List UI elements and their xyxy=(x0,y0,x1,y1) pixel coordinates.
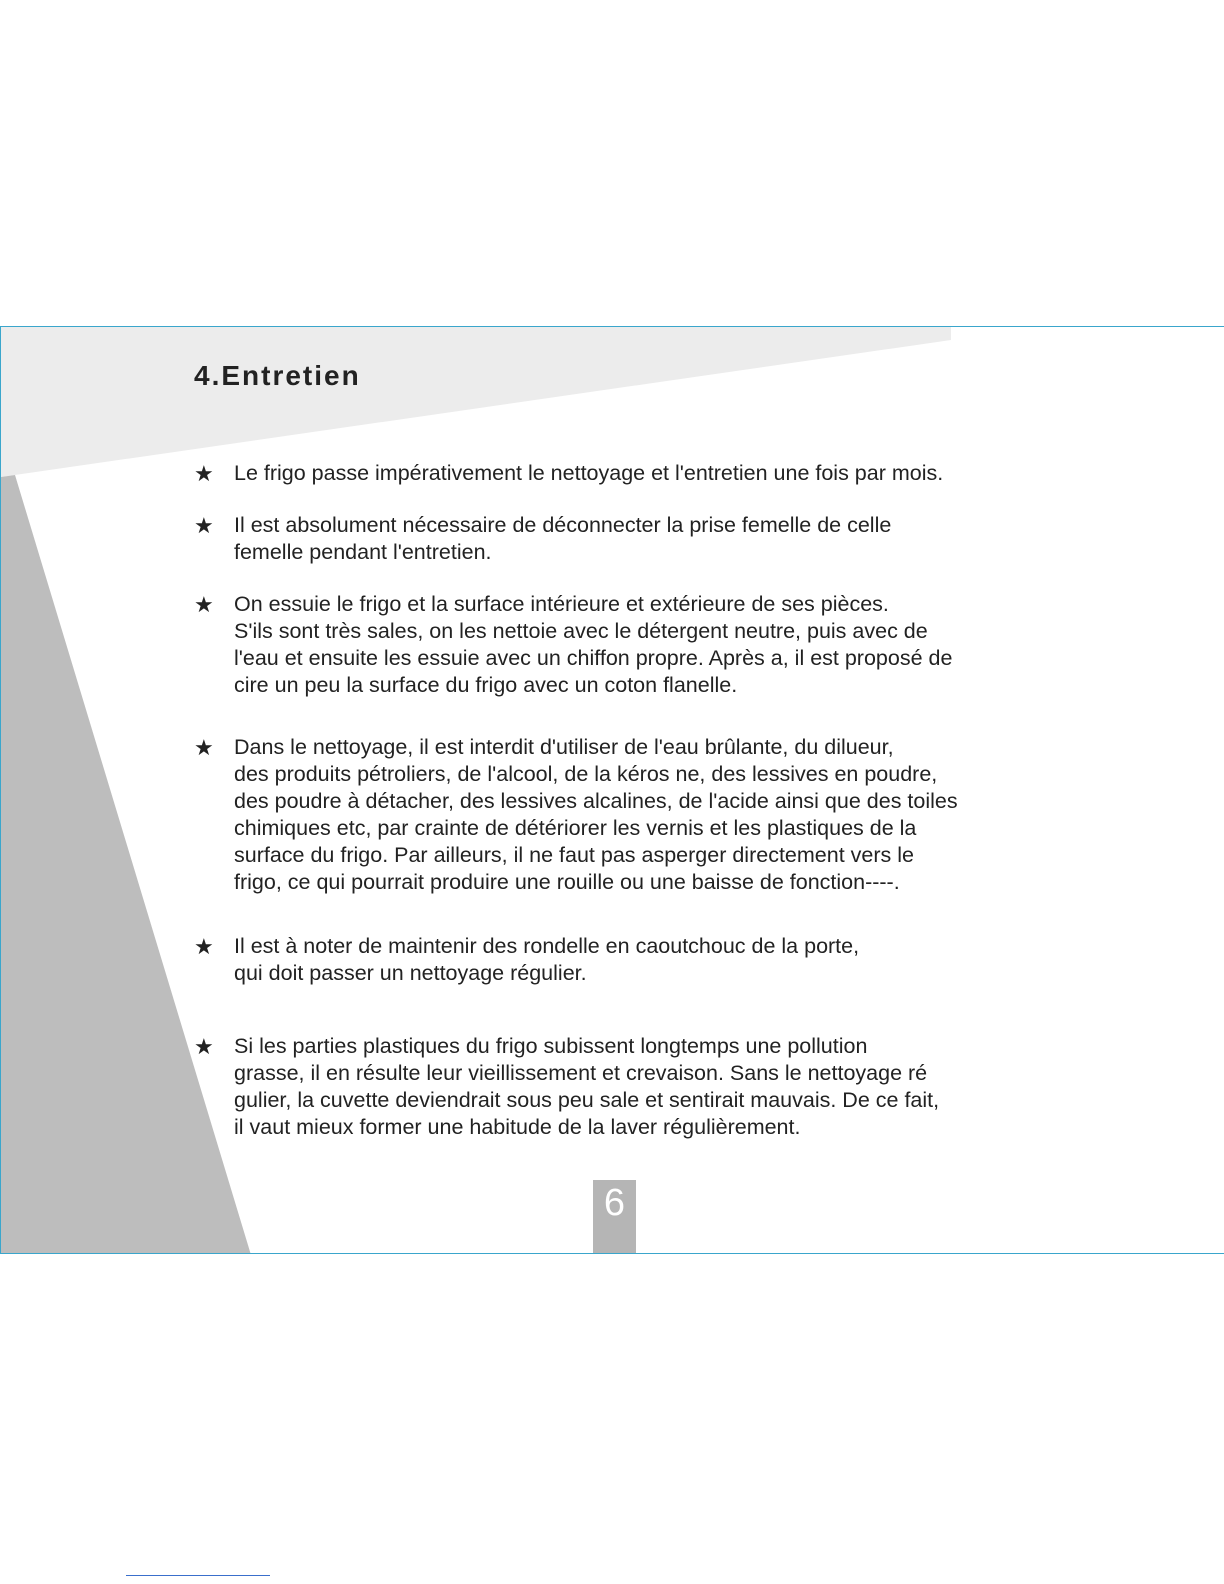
text-line: grasse, il en résulte leur vieillissement et crevaison. Sans le nettoyage ré xyxy=(234,1061,928,1085)
text-line: surface du frigo. Par ailleurs, il ne faut pas asperger directement vers le xyxy=(234,843,914,867)
text-line: qui doit passer un nettoyage régulier. xyxy=(234,961,587,985)
item-text xyxy=(234,512,1154,566)
footer-rule xyxy=(126,1575,270,1576)
text-line: Il est absolument nécessaire de déconnecter la prise femelle de celle xyxy=(234,513,892,537)
list-item xyxy=(194,591,1154,699)
text-line: l'eau et ensuite les essuie avec un chiffon propre. Après a, il est proposé de xyxy=(234,646,953,670)
text-line: cire un peu la surface du frigo avec un coton flanelle. xyxy=(234,673,738,697)
text-line: Il est à noter de maintenir des rondelle en caoutchouc de la porte, xyxy=(234,934,860,958)
text-line: Le frigo passe impérativement le nettoyage et l'entretien une fois par mois. xyxy=(234,461,944,485)
text-line: Si les parties plastiques du frigo subissent longtemps une pollution xyxy=(234,1034,868,1058)
list-item xyxy=(194,734,1154,896)
text-line: femelle pendant l'entretien. xyxy=(234,540,492,564)
item-text xyxy=(234,460,1154,487)
section-title: 4.Entretien xyxy=(194,360,361,391)
item-text xyxy=(234,591,1154,699)
star-bullet-icon: ★ xyxy=(194,592,214,617)
item-text xyxy=(234,734,1154,896)
star-bullet-icon: ★ xyxy=(194,735,214,760)
star-bullet-icon: ★ xyxy=(194,1034,214,1059)
page-number: 6 xyxy=(603,1182,626,1224)
text-line: On essuie le frigo et la surface intérieure et extérieure de ses pièces. xyxy=(234,592,889,616)
text-line: des produits pétroliers, de l'alcool, de la kéros ne, des lessives en poudre, xyxy=(234,762,938,786)
text-line: Dans le nettoyage, il est interdit d'utiliser de l'eau brûlante, du dilueur, xyxy=(234,735,894,759)
item-text xyxy=(234,933,1154,987)
list-item xyxy=(194,1033,1154,1141)
list-item xyxy=(194,933,1154,987)
light-gray-band xyxy=(1,327,951,477)
text-line: des poudre à détacher, des lessives alcalines, de l'acide ainsi que des toiles xyxy=(234,789,958,813)
star-bullet-icon: ★ xyxy=(194,513,214,538)
text-line: il vaut mieux former une habitude de la laver régulièrement. xyxy=(234,1115,801,1139)
item-text xyxy=(234,1033,1154,1141)
page-number-box xyxy=(593,1180,636,1254)
list-item xyxy=(194,460,1154,487)
text-line: frigo, ce qui pourrait produire une rouille ou une baisse de fonction----. xyxy=(234,870,900,894)
text-line: S'ils sont très sales, on les nettoie avec le détergent neutre, puis avec de xyxy=(234,619,928,643)
text-line: gulier, la cuvette deviendrait sous peu sale et sentirait mauvais. De ce fait, xyxy=(234,1088,940,1112)
page-frame xyxy=(0,326,1224,1254)
list-item xyxy=(194,512,1154,566)
star-bullet-icon: ★ xyxy=(194,934,214,959)
text-line: chimiques etc, par crainte de détériorer les vernis et les plastiques de la xyxy=(234,816,917,840)
star-bullet-icon: ★ xyxy=(194,461,214,486)
